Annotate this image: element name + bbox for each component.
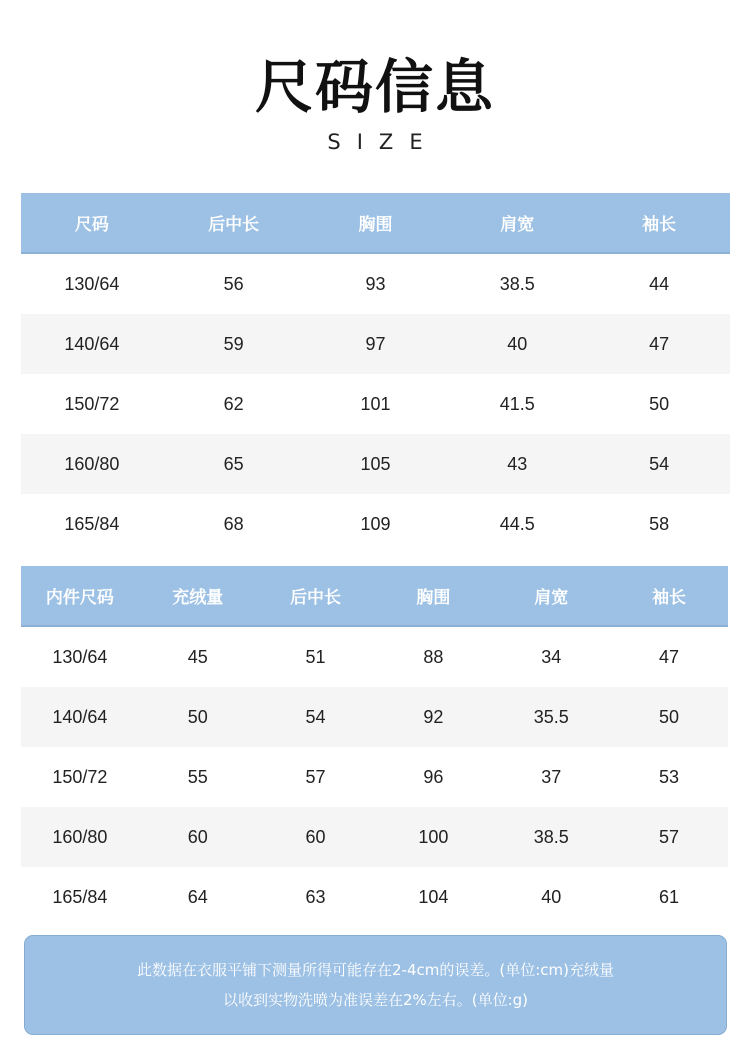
table-cell: 130/64 xyxy=(52,646,108,667)
table-cell: 40 xyxy=(446,314,588,374)
table-row xyxy=(21,807,728,867)
table-row xyxy=(21,494,730,554)
table-cell: 88 xyxy=(423,646,444,667)
inner-size-table xyxy=(21,566,728,927)
table-cell: 54 xyxy=(588,434,730,494)
table-cell: 35.5 xyxy=(492,687,610,747)
table-cell: 38.5 xyxy=(499,273,535,294)
table-cell: 140/64 xyxy=(21,314,163,374)
table-cell: 58 xyxy=(649,513,670,534)
column-header-sleeve: 袖长 xyxy=(610,566,728,626)
table-row xyxy=(21,867,728,927)
table-cell: 44.5 xyxy=(499,513,535,534)
table-cell: 59 xyxy=(163,314,305,374)
column-header-shoulder: 肩宽 xyxy=(492,566,610,626)
table-row xyxy=(21,374,730,434)
table-cell: 38.5 xyxy=(492,807,610,867)
table-cell: 56 xyxy=(223,273,244,294)
table-cell: 54 xyxy=(257,687,375,747)
column-header-down-fill: 充绒量 xyxy=(139,566,257,626)
table-cell: 160/80 xyxy=(21,434,163,494)
column-header-inner-size: 内件尺码 xyxy=(21,566,139,626)
table-cell: 104 xyxy=(418,886,449,907)
table-header-row xyxy=(21,193,730,253)
table-cell: 92 xyxy=(374,687,492,747)
table-cell: 44 xyxy=(649,273,670,294)
measurement-note xyxy=(24,935,727,1035)
table-cell: 50 xyxy=(649,393,670,414)
table-cell: 101 xyxy=(360,393,391,414)
page-title: 尺码信息 xyxy=(254,53,495,121)
table-cell: 57 xyxy=(610,807,728,867)
table-cell: 50 xyxy=(610,687,728,747)
table-cell: 150/72 xyxy=(52,766,108,787)
table-cell: 53 xyxy=(659,766,680,787)
table-cell: 41.5 xyxy=(499,393,535,414)
table-cell: 165/84 xyxy=(64,513,120,534)
table-cell: 68 xyxy=(223,513,244,534)
table-cell: 55 xyxy=(187,766,208,787)
table-cell: 50 xyxy=(139,687,257,747)
table-cell: 64 xyxy=(187,886,208,907)
page-subtitle: SIZE xyxy=(327,130,439,154)
table-cell: 109 xyxy=(360,513,391,534)
column-header-back-length: 后中长 xyxy=(163,193,305,253)
table-cell: 60 xyxy=(139,807,257,867)
column-header-size: 尺码 xyxy=(21,193,163,253)
table-row xyxy=(21,314,730,374)
table-row xyxy=(21,253,730,314)
table-cell: 34 xyxy=(541,646,562,667)
column-header-back-length: 后中长 xyxy=(257,566,375,626)
table-header-row xyxy=(21,566,728,626)
table-cell: 47 xyxy=(588,314,730,374)
table-cell: 57 xyxy=(305,766,326,787)
column-header-shoulder: 肩宽 xyxy=(446,193,588,253)
table-cell: 51 xyxy=(305,646,326,667)
table-cell: 37 xyxy=(541,766,562,787)
column-header-chest: 胸围 xyxy=(305,193,447,253)
table-row xyxy=(21,687,728,747)
column-header-chest: 胸围 xyxy=(374,566,492,626)
table-cell: 61 xyxy=(659,886,680,907)
table-row xyxy=(21,747,728,807)
table-cell: 140/64 xyxy=(21,687,139,747)
table-cell: 62 xyxy=(223,393,244,414)
table-cell: 96 xyxy=(423,766,444,787)
table-cell: 130/64 xyxy=(64,273,120,294)
table-cell: 93 xyxy=(365,273,386,294)
table-cell: 97 xyxy=(305,314,447,374)
table-cell: 43 xyxy=(446,434,588,494)
table-cell: 160/80 xyxy=(21,807,139,867)
note-line-2: 以收到实物洗喷为准误差在2%左右。(单位:g) xyxy=(222,991,529,1009)
table-cell: 150/72 xyxy=(64,393,120,414)
table-cell: 40 xyxy=(541,886,562,907)
note-line-1: 此数据在衣服平铺下测量所得可能存在2-4cm的误差。(单位:cm)充绒量 xyxy=(137,961,614,979)
table-cell: 47 xyxy=(659,646,680,667)
table-cell: 60 xyxy=(257,807,375,867)
table-cell: 105 xyxy=(305,434,447,494)
table-cell: 65 xyxy=(163,434,305,494)
size-table xyxy=(21,193,730,554)
table-cell: 45 xyxy=(187,646,208,667)
table-row xyxy=(21,434,730,494)
column-header-sleeve: 袖长 xyxy=(588,193,730,253)
table-cell: 63 xyxy=(305,886,326,907)
table-cell: 100 xyxy=(374,807,492,867)
table-cell: 165/84 xyxy=(52,886,108,907)
table-row xyxy=(21,626,728,687)
